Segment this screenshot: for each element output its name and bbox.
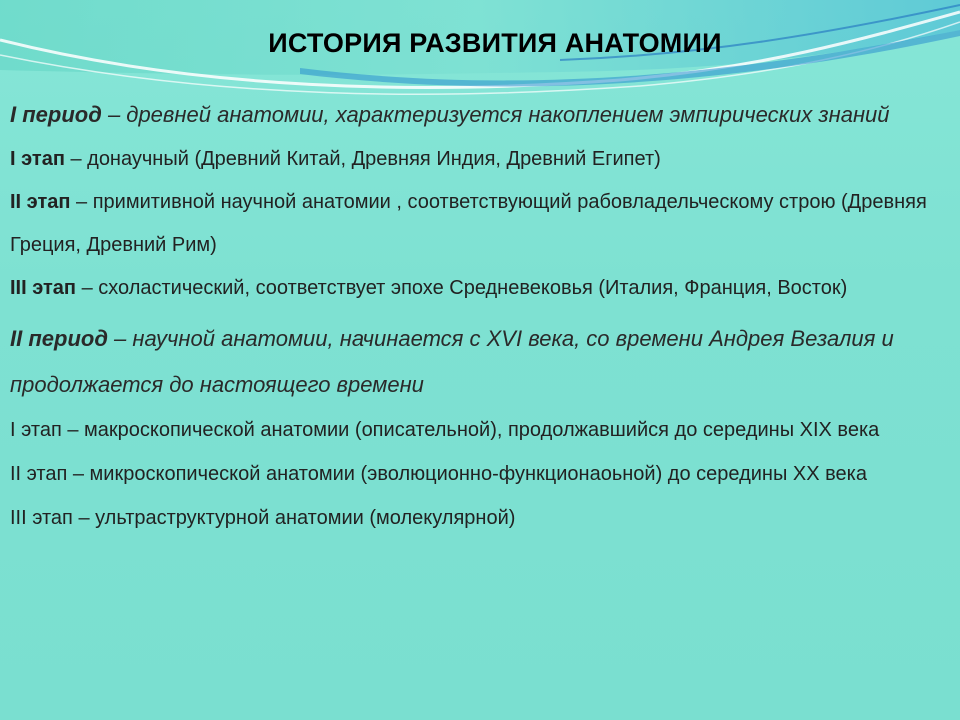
period-2-text: – научной анатомии, начинается с XVI века, со времени Андрея Везалия и продолжается до настоящего времени [10, 326, 894, 397]
stage-lead: II этап [10, 191, 71, 213]
period-2 [10, 316, 955, 408]
stage-text: – схоластический, соответствует эпохе Средневековья (Италия, Франция, Восток) [76, 277, 848, 299]
stage-text: – донаучный (Древний Китай, Древняя Индия, Древний Египет) [64, 148, 661, 170]
stage-lead: III этап [10, 277, 77, 299]
period-1-stage-2 [10, 181, 955, 267]
period-1-lead: I период [10, 102, 102, 127]
slide-content [10, 92, 955, 540]
period-1-text: – древней анатомии, характеризуется накоплением эмпирических знаний [101, 102, 890, 127]
page-title: ИСТОРИЯ РАЗВИТИЯ АНАТОМИИ [268, 28, 722, 58]
stage-lead: I этап [10, 148, 65, 170]
period-2-stage-1: I этап – макроскопической анатомии (описательной), продолжавшийся до середины XIX века [10, 419, 880, 441]
period-1 [10, 92, 955, 138]
period-1-stage-1 [10, 138, 955, 181]
stage-text: – примитивной научной анатомии , соответствующий рабовладельческому строю (Древняя Греция, Древний Рим) [10, 191, 927, 256]
period-1-stage-3 [10, 267, 955, 310]
period-2-lead: II период [10, 326, 108, 351]
period-2-stage-3: III этап – ультраструктурной анатомии (молекулярной) [10, 507, 516, 529]
period-2-stage-2: II этап – микроскопической анатомии (эволюционно-функционаоьной) до середины XX века [10, 463, 867, 485]
